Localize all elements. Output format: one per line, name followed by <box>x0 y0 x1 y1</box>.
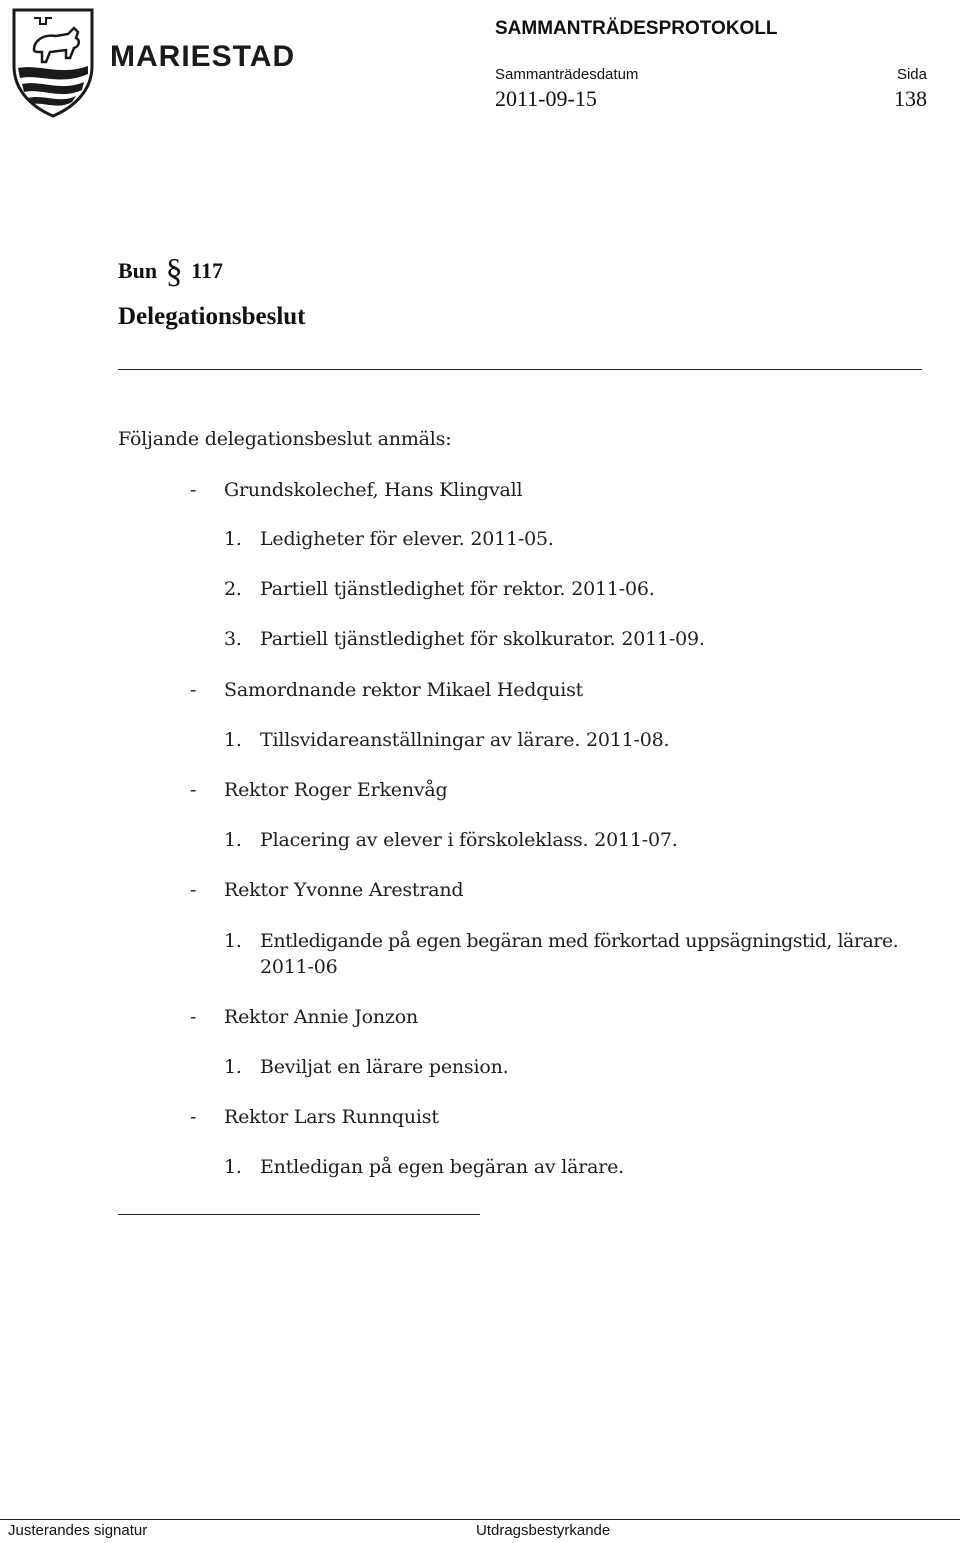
list-dash: - <box>190 1006 197 1028</box>
person-name: Rektor Annie Jonzon <box>224 1006 418 1028</box>
item-text: Tillsvidareanställningar av lärare. 2011-08. <box>260 729 670 751</box>
document-type: SAMMANTRÄDESPROTOKOLL <box>495 18 778 39</box>
person-name: Grundskolechef, Hans Klingvall <box>224 479 523 501</box>
item-number: 1. <box>224 1056 242 1078</box>
list-item-person <box>0 679 960 705</box>
person-name: Rektor Lars Runnquist <box>224 1106 439 1128</box>
certification-label: Utdragsbestyrkande <box>476 1522 611 1539</box>
page-number: 138 <box>894 86 927 111</box>
item-number: 1. <box>224 829 242 851</box>
footer-rule <box>0 1519 960 1520</box>
item-number: 1. <box>224 528 242 550</box>
heading-rule <box>118 369 922 370</box>
meeting-date: 2011-09-15 <box>495 86 597 111</box>
item-text: Partiell tjänstledighet för skolkurator. 2011-09. <box>260 628 705 650</box>
signature-label: Justerandes signatur <box>8 1522 148 1539</box>
item-text: Placering av elever i förskoleklass. 2011-07. <box>260 829 678 851</box>
list-item-person <box>0 479 960 505</box>
page-label: Sida <box>896 66 927 83</box>
item-number: 2. <box>224 578 242 600</box>
paragraph-number: 117 <box>191 258 223 283</box>
mariestad-coat-of-arms-logo <box>10 6 96 118</box>
closing-rule <box>118 1214 480 1215</box>
item-text: Entledigan på egen begäran av lärare. <box>260 1156 624 1178</box>
item-text: Partiell tjänstledighet för rektor. 2011-06. <box>260 578 655 600</box>
decision-item <box>0 930 960 956</box>
list-dash: - <box>190 679 197 701</box>
decision-item <box>0 578 960 604</box>
item-text: Entledigande på egen begäran med förkortad uppsägningstid, lärare. <box>260 930 899 952</box>
item-number: 1. <box>224 930 242 952</box>
decision-item <box>0 528 960 554</box>
item-text: Beviljat en lärare pension. <box>260 1056 509 1078</box>
list-item-person <box>0 879 960 905</box>
person-name: Rektor Yvonne Arestrand <box>224 879 464 901</box>
item-number: 3. <box>224 628 242 650</box>
list-item-person <box>0 779 960 805</box>
list-dash: - <box>190 479 197 501</box>
decision-item <box>0 829 960 855</box>
decision-item <box>0 729 960 755</box>
meeting-date-label: Sammanträdesdatum <box>495 66 639 83</box>
item-number: 1. <box>224 729 242 751</box>
intro-text: Följande delegationsbeslut anmäls: <box>118 428 452 450</box>
item-text: Ledigheter för elever. 2011-05. <box>260 528 554 550</box>
paragraph-reference <box>118 253 223 291</box>
list-item-person <box>0 1006 960 1032</box>
decision-item <box>0 628 960 654</box>
list-dash: - <box>190 779 197 801</box>
list-item-person <box>0 1106 960 1132</box>
list-dash: - <box>190 1106 197 1128</box>
list-dash: - <box>190 879 197 901</box>
person-name: Samordnande rektor Mikael Hedquist <box>224 679 584 701</box>
person-name: Rektor Roger Erkenvåg <box>224 779 448 801</box>
paragraph-sign: § <box>165 253 183 290</box>
item-text-continuation: 2011-06 <box>260 956 338 978</box>
decision-item <box>0 1056 960 1082</box>
item-number: 1. <box>224 1156 242 1178</box>
paragraph-prefix: Bun <box>118 258 158 283</box>
logo-wordmark: MARIESTAD <box>110 40 296 73</box>
section-title: Delegationsbeslut <box>118 303 306 330</box>
decision-item <box>0 1156 960 1182</box>
